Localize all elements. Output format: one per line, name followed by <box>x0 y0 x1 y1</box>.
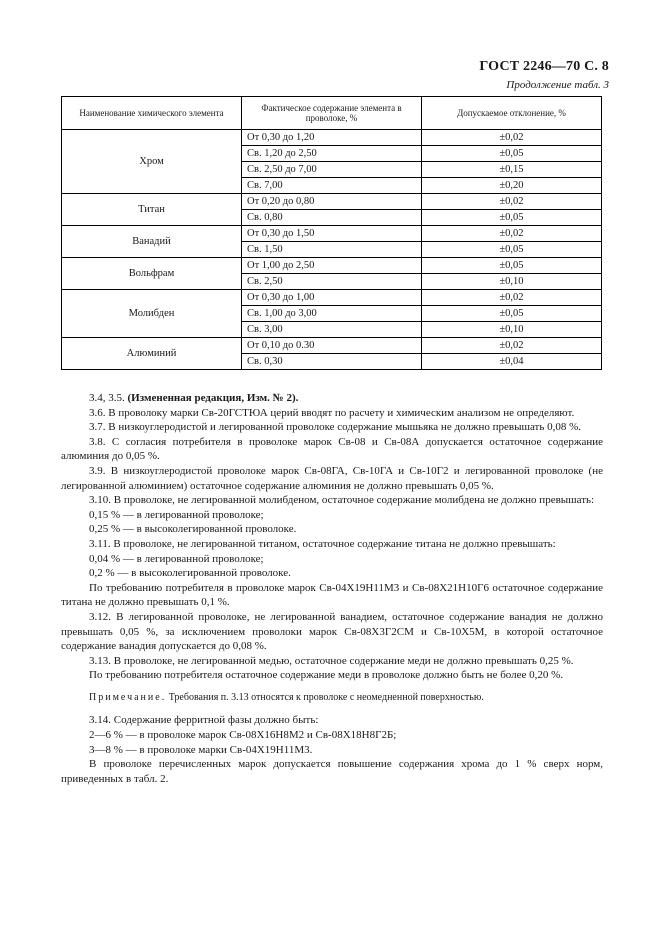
paragraph-chromium-increase: В проволоке перечисленных марок допускается повышение содержания хрома до 1 % сверх норм, приведенных в табл. 2. <box>61 758 603 785</box>
table-continuation-label: Продолжение табл. 3 <box>506 79 609 91</box>
paragraph-copper-request: По требованию потребителя остаточное содержание меди в проволоке должно быть не более 0,20 %. <box>89 669 564 682</box>
deviation-value: ±0,02 <box>422 290 602 306</box>
list-item: 0,25 % — в высоколегированной проволоке. <box>89 523 297 536</box>
table-header-row <box>62 97 602 130</box>
content-range: Св. 1,00 до 3,00 <box>242 306 422 322</box>
deviation-value: ±0,04 <box>422 354 602 370</box>
table-row <box>62 194 602 210</box>
content-range: От 0,30 до 1,00 <box>242 290 422 306</box>
list-item: 0,04 % — в легированной проволоке; <box>89 552 264 565</box>
table-row <box>62 258 602 274</box>
clause-number: 3.4, 3.5. <box>89 392 125 404</box>
document-body <box>61 391 603 786</box>
amendment-note: (Измененная редакция, Изм. № 2). <box>127 392 299 404</box>
content-range: Св. 0,80 <box>242 210 422 226</box>
note-label: Примечание. <box>89 691 167 703</box>
deviation-value: ±0,05 <box>422 242 602 258</box>
paragraph-3-14: 3.14. Содержание ферритной фазы должно быть: <box>89 714 319 727</box>
element-name: Молибден <box>62 290 242 338</box>
deviation-value: ±0,02 <box>422 338 602 354</box>
list-item: 0,2 % — в высоколегированной проволоке. <box>89 567 291 580</box>
element-name: Титан <box>62 194 242 226</box>
paragraph-3-9: 3.9. В низкоуглеродистой проволоке марок Св-08ГА, Св-10ГА и Св-10Г2 и легированной проволоке (не легированной алюминием) остаточное содержание алюминия не должно превышать 0,05 %. <box>61 464 603 492</box>
document-header: ГОСТ 2246—70 С. 8 <box>479 59 609 74</box>
deviation-value: ±0,02 <box>422 194 602 210</box>
table-row <box>62 130 602 146</box>
deviation-value: ±0,10 <box>422 274 602 290</box>
deviation-value: ±0,05 <box>422 146 602 162</box>
note-text: Требования п. 3.13 относятся к проволоке с неомедненной поверхностью. <box>168 691 484 703</box>
content-range: От 0,30 до 1,50 <box>242 226 422 242</box>
note <box>89 691 603 706</box>
element-name: Хром <box>62 130 242 194</box>
content-range: Св. 0,30 <box>242 354 422 370</box>
content-range: Св. 2,50 <box>242 274 422 290</box>
content-range: Св. 3,00 <box>242 322 422 338</box>
content-range: От 0,30 до 1,20 <box>242 130 422 146</box>
content-range: От 1,00 до 2,50 <box>242 258 422 274</box>
paragraph-3-13: 3.13. В проволоке, не легированной медью, остаточное содержание меди не должно превышать 0,25 %. <box>89 654 574 667</box>
paragraph-3-12: 3.12. В легированной проволоке, не легированной ванадием, остаточное содержание ванадия не должно превышать 0,05 %, за исключением проволоки марок Св-08Х3Г2СМ и Св-10Х5М, в которой остаточное содержание ванадия допускается до 0,08 %. <box>61 610 603 653</box>
list-item: 0,15 % — в легированной проволоке; <box>89 508 264 521</box>
column-header-element: Наименование химического элемента <box>62 97 242 130</box>
paragraph-3-10: 3.10. В проволоке, не легированной молибденом, остаточное содержание молибдена не должно превышать: <box>89 494 595 507</box>
list-item: 3—8 % — в проволоке марки Св-04Х19Н11М3. <box>89 743 313 756</box>
content-range: Св. 1,20 до 2,50 <box>242 146 422 162</box>
paragraph-3-4-3-5 <box>89 391 603 406</box>
table-row <box>62 290 602 306</box>
paragraph-3-8: 3.8. С согласия потребителя в проволоке марок Св-08 и Св-08А допускается остаточное содержание алюминия до 0,05 %. <box>61 435 603 463</box>
table-row <box>62 338 602 354</box>
deviation-value: ±0,05 <box>422 210 602 226</box>
element-name: Ванадий <box>62 226 242 258</box>
deviation-value: ±0,02 <box>422 226 602 242</box>
element-name: Алюминий <box>62 338 242 370</box>
table-row <box>62 226 602 242</box>
deviation-value: ±0,20 <box>422 178 602 194</box>
deviation-value: ±0,02 <box>422 130 602 146</box>
list-item: 2—6 % — в проволоке марок Св-08Х16Н8М2 и Св-08Х18Н8Г2Б; <box>89 729 397 742</box>
content-range: От 0,20 до 0,80 <box>242 194 422 210</box>
element-name: Вольфрам <box>62 258 242 290</box>
deviation-value: ±0,10 <box>422 322 602 338</box>
content-range: Св. 7,00 <box>242 178 422 194</box>
deviation-value: ±0,05 <box>422 306 602 322</box>
paragraph-titanium-request: По требованию потребителя в проволоке марок Св-04Х19Н11М3 и Св-08Х21Н10Г6 остаточное содержание титана не должно превышать 0,1 %. <box>61 581 603 609</box>
deviation-value: ±0,05 <box>422 258 602 274</box>
column-header-content: Фактическое содержание элемента в проволоке, % <box>242 97 422 130</box>
paragraph-3-11: 3.11. В проволоке, не легированной титаном, остаточное содержание титана не должно превышать: <box>89 537 556 550</box>
paragraph-3-6: 3.6. В проволоку марки Св-20ГСТЮА церий вводят по расчету и химическим анализом не определяют. <box>89 406 575 419</box>
element-deviation-table <box>61 96 602 370</box>
deviation-value: ±0,15 <box>422 162 602 178</box>
paragraph-3-7: 3.7. В низкоуглеродистой и легированной проволоке содержание мышьяка не должно превышать 0,08 %. <box>89 421 582 434</box>
content-range: От 0,10 до 0.30 <box>242 338 422 354</box>
content-range: Св. 1,50 <box>242 242 422 258</box>
column-header-deviation: Допускаемое отклонение, % <box>422 97 602 130</box>
content-range: Св. 2,50 до 7,00 <box>242 162 422 178</box>
